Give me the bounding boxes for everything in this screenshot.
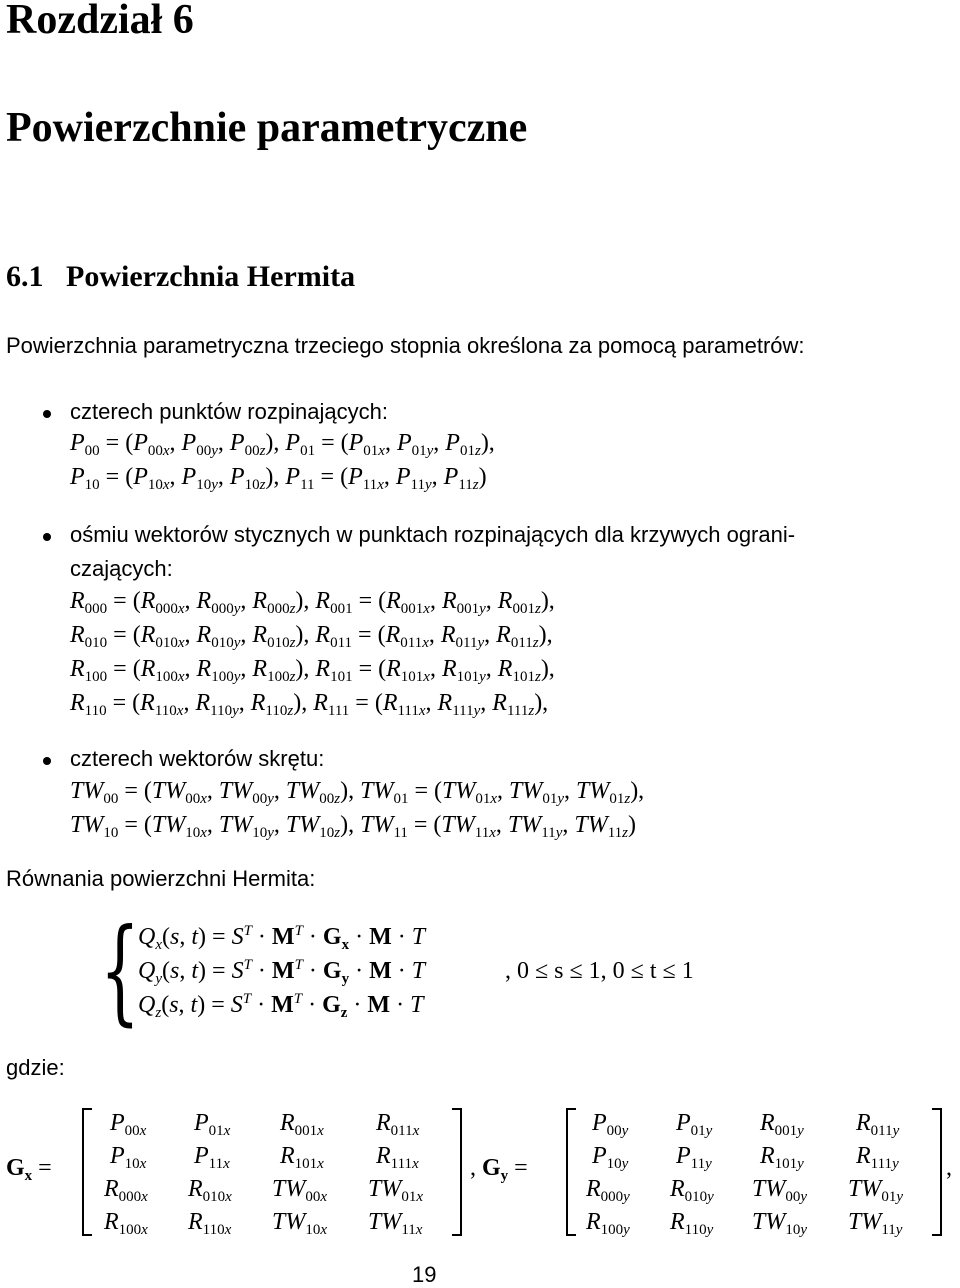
gy-cell: $TW_{10y}$ [752,1209,808,1238]
hermite-equation-z: $Q_z(s$, $t) = S^T \cdot M^T \cdot G_z \cdot M \cdot T$ [138,991,424,1021]
gy-cell: $R_{101y}$ [760,1143,804,1172]
gx-cell: $TW_{10x}$ [272,1209,328,1238]
gx-cell: $TW_{11x}$ [368,1209,423,1238]
twist-equation-line-1: $TW_{00} = (TW_{00x}$, $TW_{00y}$, $TW_{00z}$), $TW_{01} = (TW_{01x}$, $TW_{01y}$, $TW_{01z}$), [70,778,645,807]
gy-cell: $P_{00y}$ [592,1110,629,1139]
where-label: gdzie: [6,1055,65,1080]
gx-cell: $R_{001x}$ [280,1110,324,1139]
hermite-equation-x: $Q_x(s$, $t) = S^T \cdot M^T \cdot G_x \cdot M \cdot T$ [138,923,426,953]
gy-left-bracket [566,1108,576,1236]
gx-cell: $P_{11x}$ [194,1143,230,1172]
gx-cell: $P_{10x}$ [110,1143,147,1172]
gx-cell: $TW_{01x}$ [368,1176,424,1205]
points-equation-line-1: $P_{00} = (P_{00x}$, $P_{00y}$, $P_{00z}$), $P_{01} = (P_{01x}$, $P_{01y}$, $P_{01z}$), [70,430,495,459]
bullet-1-label: czterech punktów rozpinających: [70,399,388,424]
gx-cell: $R_{101x}$ [280,1143,324,1172]
gy-cell: $P_{10y}$ [592,1143,629,1172]
bullet-3 [43,757,51,765]
gx-cell: $P_{01x}$ [194,1110,231,1139]
page-number: 19 [412,1262,437,1287]
gy-cell: $R_{100y}$ [586,1209,630,1238]
gy-cell: $R_{001y}$ [760,1110,804,1139]
intro-paragraph: Powierzchnia parametryczna trzeciego stopnia określona za pomocą parametrów: [6,333,805,358]
gy-cell: $TW_{01y}$ [848,1176,904,1205]
gy-label: , $G_y$ = [470,1155,528,1184]
gx-cell: $R_{100x}$ [104,1209,148,1238]
twist-equation-line-2: $TW_{10} = (TW_{10x}$, $TW_{10y}$, $TW_{10z}$), $TW_{11} = (TW_{11x}$, $TW_{11y}$, $TW_{11z}$) [70,812,636,841]
tangent-equation-line-2: $R_{010} = (R_{010x}$, $R_{010y}$, $R_{010z}$), $R_{011} = (R_{011x}$, $R_{011y}$, $R_{011z}$), [70,622,553,651]
gy-cell: $R_{011y}$ [856,1110,900,1139]
gx-cell: $R_{000x}$ [104,1176,148,1205]
bullet-2 [43,533,51,541]
gx-cell: $R_{011x}$ [376,1110,420,1139]
hermite-equation-y: $Q_y(s$, $t) = S^T \cdot M^T \cdot G_y \cdot M \cdot T$ [138,957,426,987]
equations-label: Równania powierzchni Hermita: [6,866,316,891]
gy-cell: $R_{110y}$ [670,1209,714,1238]
gy-cell: $R_{000y}$ [586,1176,630,1205]
tangent-equation-line-3: $R_{100} = (R_{100x}$, $R_{100y}$, $R_{100z}$), $R_{101} = (R_{101x}$, $R_{101y}$, $R_{101z}$), [70,656,555,685]
chapter-title: Powierzchnie parametryczne [6,105,528,151]
tangent-equation-line-4: $R_{110} = (R_{110x}$, $R_{110y}$, $R_{110z}$), $R_{111} = (R_{111x}$, $R_{111y}$, $R_{111z}$), [70,690,549,719]
chapter-heading: Rozdział 6 [6,0,194,43]
gx-left-bracket [82,1108,92,1236]
gy-cell: $P_{11y}$ [676,1143,712,1172]
gx-cell: $R_{111x}$ [376,1143,419,1172]
gy-cell: $TW_{11y}$ [848,1209,903,1238]
left-brace: { [100,904,140,1037]
gy-cell: $TW_{00y}$ [752,1176,808,1205]
gx-cell: $R_{110x}$ [188,1209,232,1238]
gx-cell: $R_{010x}$ [188,1176,232,1205]
gx-right-bracket [452,1108,462,1236]
gx-cell: $P_{00x}$ [110,1110,147,1139]
section-heading: 6.1 Powierzchnia Hermita [6,260,356,293]
trailing-comma: , [946,1155,952,1181]
bullet-3-label: czterech wektorów skrętu: [70,746,325,771]
gx-label: $G_x$ = [6,1155,52,1184]
points-equation-line-2: $P_{10} = (P_{10x}$, $P_{10y}$, $P_{10z}$), $P_{11} = (P_{11x}$, $P_{11y}$, $P_{11z}$) [70,464,487,493]
tangent-equation-line-1: $R_{000} = (R_{000x}$, $R_{000y}$, $R_{000z}$), $R_{001} = (R_{001x}$, $R_{001y}$, $R_{001z}$), [70,588,555,617]
gy-right-bracket [932,1108,942,1236]
bullet-1 [43,410,51,418]
gy-cell: $R_{010y}$ [670,1176,714,1205]
gy-cell: $P_{01y}$ [676,1110,713,1139]
bullet-2-label-line-1: ośmiu wektorów stycznych w punktach rozpinających dla krzywych ograni- [70,522,796,547]
bullet-2-label-line-2: czających: [70,556,173,581]
gx-cell: $TW_{00x}$ [272,1176,328,1205]
gy-cell: $R_{111y}$ [856,1143,899,1172]
parameter-range: , 0 ≤ s ≤ 1, 0 ≤ t ≤ 1 [505,958,694,984]
